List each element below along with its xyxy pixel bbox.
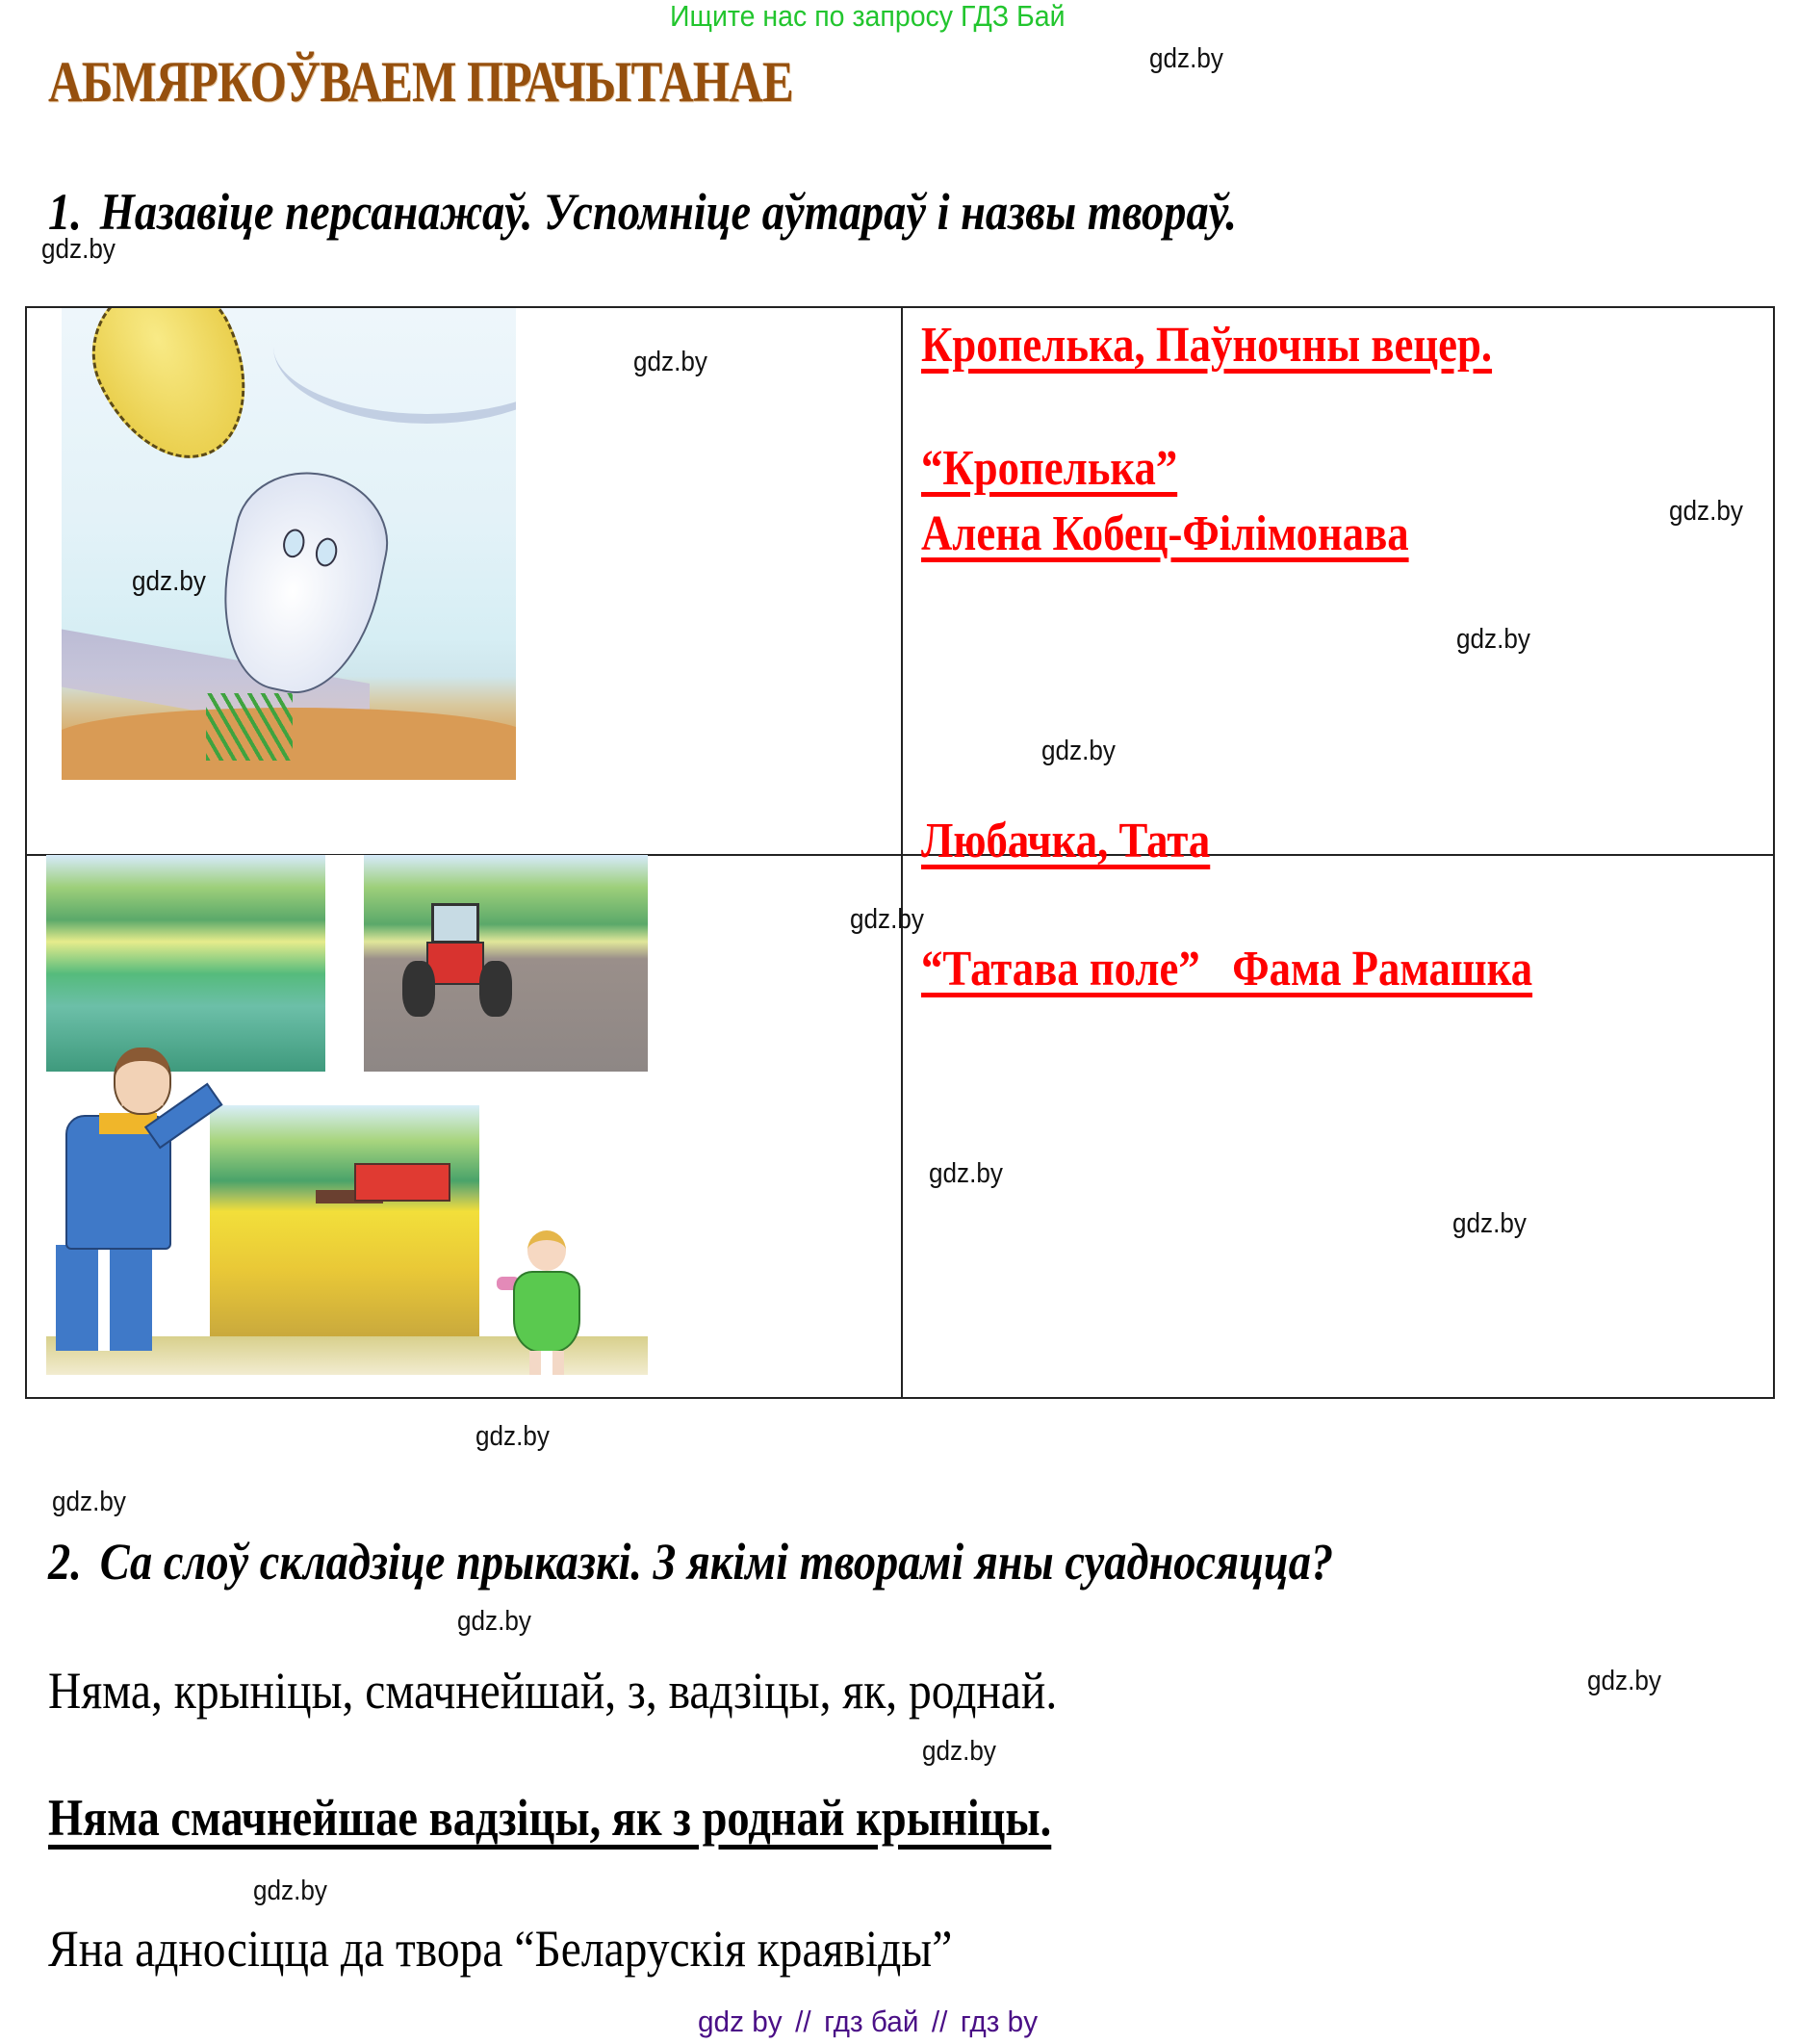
girl-character	[508, 1230, 585, 1375]
task2-answer: Няма смачнейшае вадзіцы, як з роднай крыніцы.	[48, 1789, 1052, 1847]
task2-heading	[48, 1533, 1333, 1591]
watermark: gdz.by	[922, 1736, 996, 1767]
watermark: gdz.by	[850, 904, 924, 935]
eye-icon	[280, 527, 307, 559]
farmer-illustration	[46, 855, 648, 1380]
footer-link-gdz-by-cyr[interactable]: гдз by	[960, 2005, 1039, 2038]
task1-text: Назавіце персанажаў. Успомніце аўтараў і назвы твораў.	[99, 183, 1238, 241]
grass-decoration	[206, 693, 293, 761]
task2-word-list: Няма, крыніцы, смачнейшай, з, вадзіцы, як, роднай.	[48, 1662, 1058, 1720]
search-banner: Ищите нас по запросу ГДЗ Бай	[670, 0, 1066, 33]
watermark: gdz.by	[253, 1876, 327, 1906]
footer-link-gdz-bai[interactable]: гдз бай	[824, 2005, 919, 2038]
watermark: gdz.by	[457, 1606, 531, 1637]
footer-separator: //	[931, 2005, 948, 2038]
watermark: gdz.by	[1587, 1666, 1661, 1696]
droplet-illustration	[62, 308, 516, 780]
tractor-icon	[402, 903, 508, 1019]
green-field-picture	[46, 855, 325, 1072]
watermark: gdz.by	[1149, 43, 1223, 74]
task2-text: Са слоў складзіце прыказкі. З якімі творамі яны суадносяцца?	[99, 1533, 1334, 1591]
row2-characters: Любачка, Тата	[921, 814, 1211, 868]
watermark: gdz.by	[1669, 496, 1743, 527]
watermark: gdz.by	[1456, 624, 1530, 655]
father-character	[46, 1048, 210, 1365]
page-title: АБМЯРКОЎВАЕМ ПРАЧЫТАНАЕ	[48, 50, 793, 114]
combine-harvester-icon	[316, 1163, 450, 1209]
footer-links	[698, 2005, 1038, 2039]
table-column-divider	[901, 308, 903, 1397]
watermark: gdz.by	[1452, 1208, 1527, 1239]
watermark: gdz.by	[41, 234, 116, 265]
task1-heading	[48, 183, 1237, 241]
watermark: gdz.by	[475, 1421, 550, 1452]
watermark: gdz.by	[633, 347, 707, 377]
footer-separator: //	[795, 2005, 811, 2038]
row1-author: Алена Кобец-Філімонава	[921, 506, 1409, 561]
wheat-field-picture	[210, 1105, 479, 1341]
watermark: gdz.by	[929, 1158, 1003, 1189]
eye-icon	[313, 536, 340, 569]
watermark: gdz.by	[132, 566, 206, 597]
row1-characters: Кропелька, Паўночны вецер.	[921, 318, 1493, 373]
task2-relation: Яна адносіцца да твора “Беларускія краявіды”	[48, 1920, 953, 1978]
row2-title-author: “Татава поле” Фама Рамашка	[921, 942, 1533, 996]
task1-number: 1.	[48, 183, 82, 241]
leaf-icon	[68, 308, 276, 484]
task2-number: 2.	[48, 1533, 82, 1591]
row1-title: “Кропелька”	[921, 441, 1178, 496]
sky-arc-decoration	[273, 308, 516, 424]
watermark: gdz.by	[52, 1487, 126, 1517]
footer-link-gdz-by[interactable]: gdz by	[698, 2005, 783, 2038]
watermark: gdz.by	[1041, 736, 1116, 766]
